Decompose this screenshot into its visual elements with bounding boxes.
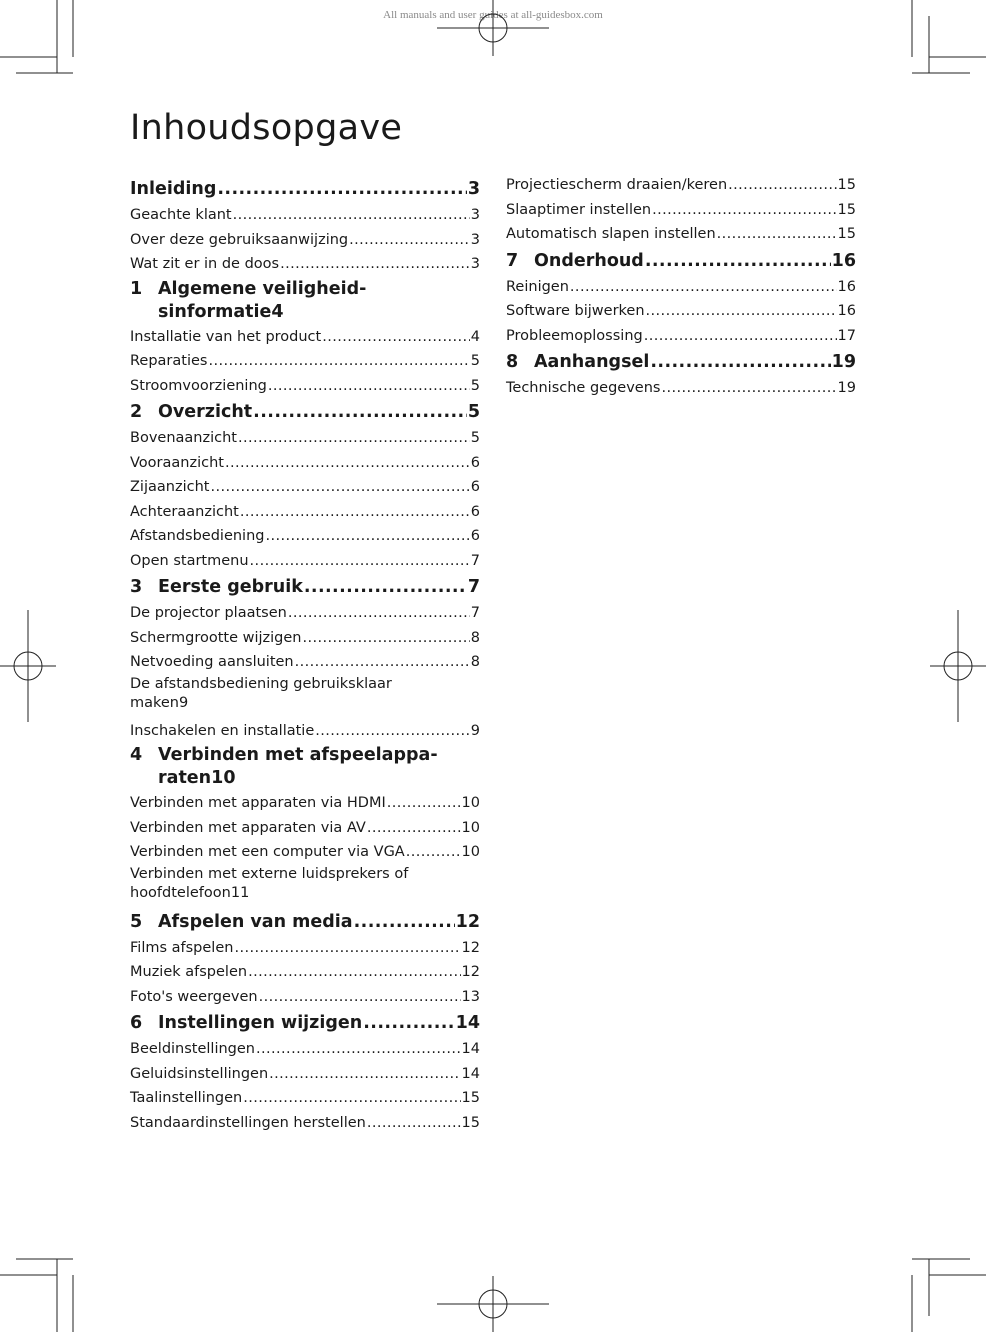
toc-entry[interactable]: Afstandsbediening ..... 6	[130, 524, 480, 549]
toc-entry[interactable]: Films afspelen ..... 12	[130, 936, 480, 961]
toc-entry[interactable]: Wat zit er in de doos ..... 3	[130, 252, 480, 277]
toc-entry[interactable]: Achteraanzicht ..... 6	[130, 500, 480, 525]
toc-entry[interactable]: Standaardinstellingen herstellen ..... 15	[130, 1111, 480, 1136]
toc-entry[interactable]: Reinigen ..... 16	[506, 275, 856, 300]
toc-entry[interactable]: Zijaanzicht ..... 6	[130, 475, 480, 500]
toc-entry[interactable]: Inschakelen en installatie ..... 9	[130, 719, 480, 744]
toc-entry[interactable]: Muziek afspelen ..... 12	[130, 960, 480, 985]
page-title: Inhoudsopgave	[130, 108, 403, 148]
toc-entry[interactable]: De afstandsbediening gebruiksklaar maken 9	[130, 675, 392, 711]
toc-entry[interactable]: Netvoeding aansluiten ..... 8	[130, 650, 480, 675]
toc-entry[interactable]: Reparaties ..... 5	[130, 349, 480, 374]
toc-entry[interactable]: Technische gegevens ..... 19	[506, 376, 856, 401]
toc-chapter[interactable]: 7 Onderhoud ..... 16	[506, 248, 856, 275]
toc-entry[interactable]: Projectiescherm draaien/keren ..... 15	[506, 173, 856, 198]
toc-entry[interactable]: Foto's weergeven ..... 13	[130, 985, 480, 1010]
toc-chapter[interactable]: 1 Algemene veiligheid- sinformatie 4	[130, 278, 367, 322]
toc-entry[interactable]: Geachte klant ..... 3	[130, 203, 480, 228]
toc-entry[interactable]: Slaaptimer instellen ..... 15	[506, 198, 856, 223]
toc-chapter[interactable]: 6 Instellingen wijzigen ..... 14	[130, 1010, 480, 1037]
watermark-text: All manuals and user guides at all-guidesbox.com	[383, 9, 603, 21]
toc-chapter[interactable]: 5 Afspelen van media ..... 12	[130, 909, 480, 936]
toc-entry[interactable]: Verbinden met apparaten via HDMI ..... 10	[130, 791, 480, 816]
toc-entry[interactable]: Automatisch slapen instellen ..... 15	[506, 222, 856, 247]
toc-entry[interactable]: Verbinden met apparaten via AV ..... 10	[130, 816, 480, 841]
toc-entry[interactable]: Verbinden met externe luidsprekers of hoofdtelefoon 11	[130, 865, 409, 901]
toc-chapter[interactable]: 2 Overzicht ..... 5	[130, 399, 480, 426]
toc-entry[interactable]: Geluidsinstellingen ..... 14	[130, 1062, 480, 1087]
toc-left-column	[130, 175, 480, 1135]
toc-chapter[interactable]: 8 Aanhangsel ..... 19	[506, 349, 856, 376]
toc-entry[interactable]: Taalinstellingen ..... 15	[130, 1086, 480, 1111]
toc-entry[interactable]: Verbinden met een computer via VGA ..... 10	[130, 840, 480, 865]
toc-right-column	[506, 173, 856, 401]
toc-entry[interactable]: Stroomvoorziening ..... 5	[130, 374, 480, 399]
toc-chapter[interactable]: 3 Eerste gebruik ..... 7	[130, 574, 480, 601]
toc-entry[interactable]: Beeldinstellingen ..... 14	[130, 1037, 480, 1062]
toc-entry[interactable]: Open startmenu ..... 7	[130, 549, 480, 574]
toc-entry[interactable]: Software bijwerken ..... 16	[506, 299, 856, 324]
toc-entry[interactable]: De projector plaatsen ..... 7	[130, 601, 480, 626]
toc-entry[interactable]: Installatie van het product ..... 4	[130, 325, 480, 350]
toc-entry[interactable]: Over deze gebruiksaanwijzing ..... 3	[130, 228, 480, 253]
toc-chapter[interactable]: 4 Verbinden met afspeelappa- raten 10	[130, 745, 438, 788]
toc-entry[interactable]: Vooraanzicht ..... 6	[130, 451, 480, 476]
toc-entry[interactable]: Schermgrootte wijzigen ..... 8	[130, 626, 480, 651]
toc-entry[interactable]: Probleemoplossing ..... 17	[506, 324, 856, 349]
toc-chapter[interactable]: Inleiding ..... 3	[130, 176, 480, 203]
toc-entry[interactable]: Bovenaanzicht ..... 5	[130, 426, 480, 451]
